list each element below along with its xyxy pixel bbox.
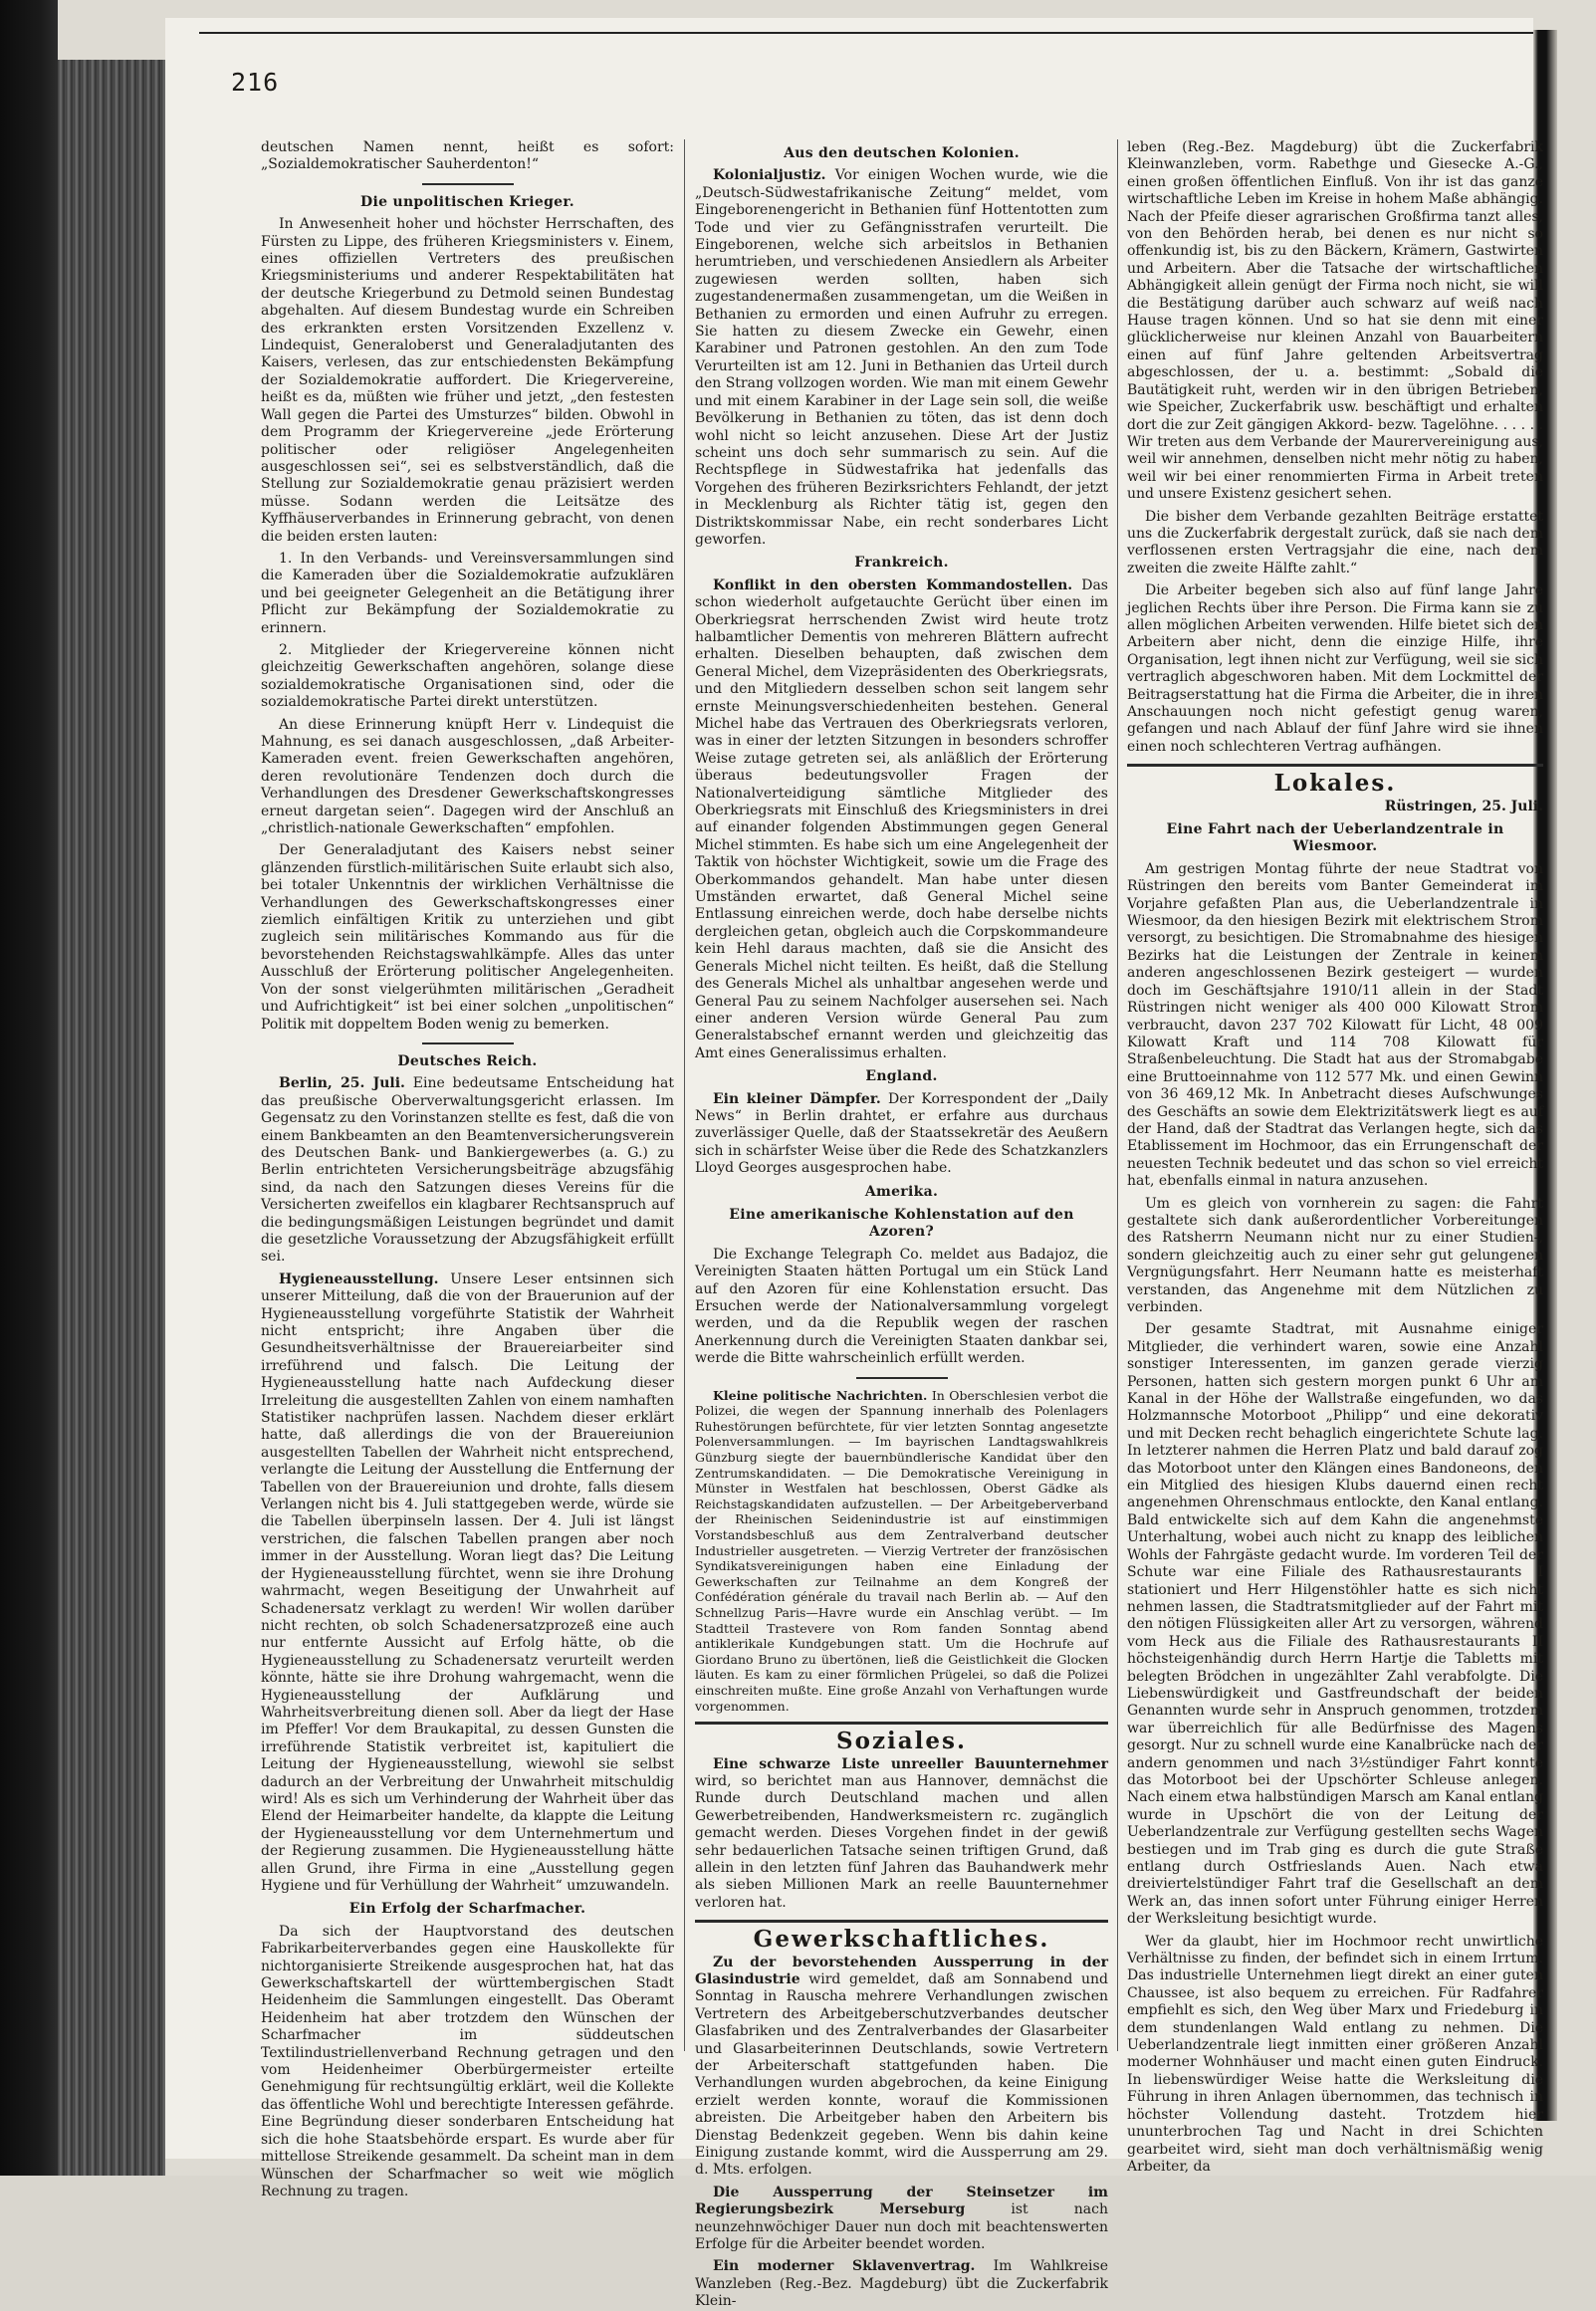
headline-frankreich: Frankreich. xyxy=(854,555,949,572)
paragraph: Ein kleiner Dämpfer. Der Korrespondent der „Daily News“ in Berlin drahtet, er erfahre aus durchaus zuverlässiger Quelle, daß der Staatssekretär des Aeußern sich in schärfster Weise über die Rede des Schatzkanzlers Lloyd Georges ausgesprochen habe. xyxy=(695,1090,1109,1177)
column-3 xyxy=(1127,139,1543,2175)
paragraph: Kolonialjustiz. Vor einigen Wochen wurde, wie die „Deutsch-Südwestafrikanische Zeitung“ meldet, vom Eingeborenengericht in Bethanien fünf Hottentotten zum Tode und vier zu Gefängnisstrafen verurteilt. Die Eingeborenen, welche sich arbeitslos in Bethanien herumtrieben, und verschiedenen Ansiedlern als Arbeiter zugewiesen werden sollten, haben sich zugestandenermaßen zusammengetan, um die Weißen in Bethanien zu ermorden und einen Aufruhr zu erregen. Sie hatten zu diesem Zwecke ein Gewehr, einen Karabiner und Patronen gestohlen. An den zum Tode Verurteilten ist am 12. Juni in Bethanien das Urteil durch den Strang vollzogen worden. Wie man mit einem Gewehr und mit einem Karabiner in der Lage sein soll, die weiße Bevölkerung in Bethanien zu töten, das ist denn doch wohl nicht so leicht anzusehen. Diese Art der Justiz scheint uns doch sehr summarisch zu sein. Auf die Rechtspflege in Südwestafrika hat jedenfalls das Vorgehen des früheren Bezirksrichters Fehlandt, der jetzt in Mecklenburg als Richter tätig ist, gegen den Distriktskommissar Nabe, ein recht sonderbares Licht geworfen. xyxy=(695,167,1109,548)
scan-border-left xyxy=(0,0,58,2176)
headline-kolonien: Aus den deutschen Kolonien. xyxy=(784,145,1020,161)
paragraph: 2. Mitglieder der Kriegervereine können nicht gleichzeitig Gewerkschaften angehören, solange diese sozialdemokratische Organisationen sind, oder die sozialdemokratische Partei direkt unterstützen. xyxy=(261,641,674,711)
paragraph: An diese Erinnerung knüpft Herr v. Lindequist die Mahnung, es sei danach ausgeschlossen, „daß Arbeiter-Kameraden event. freien Gewerkschaften angehören, deren revolutionäre Tendenzen doch durch die Verhandlungen des Dresdener Gewerkschaftskongresses erneut dargetan seien“. Dagegen wird der Anschluß an „christlich-nationale Gewerkschaften“ empfohlen. xyxy=(261,716,674,837)
headline-fahrt-wiesmoor: Eine Fahrt nach der Ueberlandzentrale in Wiesmoor. xyxy=(1166,821,1504,855)
paragraph: Konflikt in den obersten Kommandostellen. Das schon wiederholt aufgetauchte Gerücht über einen im Oberkriegsrat herrschenden Zwist wird heute trotz halbamtlicher Dementis von mehreren Blättern aufrecht erhalten. Dieselben behaupten, daß zwischen dem General Michel, dem Vizepräsidenten des Oberkriegsrats, und den Mitgliedern desselben schon seit langem sehr ernste Meinungsverschiedenheiten bestehen. General Michel habe das Vertrauen des Oberkriegsrats verloren, was in einer der letzten Sitzungen in besonders schroffer Weise zutage getreten sei, als anläßlich der Erörterung überaus bedeutungsvoller Fragen der Nationalverteidigung sämtliche Mitglieder des Oberkriegsrats mit Einschluß des Kriegsministers in drei auf einander folgenden Abstimmungen gegen General Michel stimmten. Es habe sich um eine Angelegenheit der Taktik von höchster Wichtigkeit, sowie um die Frage des Oberkommandos gehandelt. Man habe unter diesen Umständen erwartet, daß General Michel seine Entlassung einreichen werde, doch habe derselbe nichts dergleichen getan, obgleich auch die Corpskommandeure kein Hehl daraus machten, daß sie die Ansicht des Generals Michel nicht teilten. Es heißt, daß die Stellung des Generals Michel als unhaltbar angesehen werde und General Pau zu seinem Nachfolger ausersehen sei. Nach einer anderen Version würde General Pau zum Generalstabschef ernannt werden und gleichzeitig das Amt eines Generalissimus erhalten. xyxy=(695,577,1108,1061)
lead-in: Die Aussperrung der Steinsetzer im Regierungsbezirk Merseburg xyxy=(695,2184,1108,2218)
separator xyxy=(695,1722,1108,1725)
page-stack-edges xyxy=(58,60,165,2176)
lead-in: Berlin, 25. Juli. xyxy=(279,1075,405,1092)
paragraph: Eine schwarze Liste unreeller Bauunternehmer wird, so berichtet man aus Hannover, demnächst die Runde durch Deutschland machen und allen Gewerbetreibenden, Handwerksmeistern rc. zugänglich gemacht werden. Dieses Vorgehen findet in der gewiß sehr bedauerlichen Tatsache seinen triftigen Grund, daß allein in den letzten fünf Jahren das Bauhandwerk mehr als sieben Millionen Mark an reelle Bauunternehmer verloren hat. xyxy=(695,1755,1108,1911)
paragraph: 1. In den Verbands- und Vereinsversammlungen sind die Kameraden über die Sozialdemokratie aufzuklären und bei geeigneter Gelegenheit an die Betätigung ihrer Pflicht zur Bekämpfung der Sozialdemokratie zu erinnern. xyxy=(261,550,674,636)
top-rule xyxy=(199,32,1533,34)
separator xyxy=(856,1377,948,1379)
section-soziales: Soziales. xyxy=(836,1728,967,1755)
headline-deutsches-reich: Deutsches Reich. xyxy=(397,1052,538,1069)
headline-krieger: Die unpolitischen Krieger. xyxy=(360,193,574,210)
paragraph: Kleine politische Nachrichten. In Oberschlesien verbot die Polizei, die wegen der Spannung innerhalb des Polenlagers Ruhestörungen befürchtete, für vier letzten Sonntag angesetzte Polenversammlungen. — Im bayrischen Landtagswahlkreis Günzburg siegte der bauernbündlerische Kandidat über den Zentrumskandidaten. — Die Demokratische Vereinigung in Münster in Westfalen hat beschlossen, Oberst Gädke als Reichstagskandidaten aufzustellen. — Der Arbeitgeberverband der Rheinischen Seidenindustrie ist auf einstimmigen Vorstandsbeschluß aus dem Zentralverband deutscher Industrieller ausgetreten. — Vierzig Vertreter der französischen Syndikatsvereinigungen haben eine Einladung der Gewerkschaften zur Teilnahme an dem Kongreß der Confédération générale du travail nach Berlin ab. — Auf den Schnellzug Paris—Havre wurde ein Anschlag verübt. — Im Stadtteil Trastevere von Rom fanden Sonntag abend antiklerikale Kundgebungen statt. Um die Hochrufe auf Giordano Bruno zu übertönen, ließ die Geistlichkeit die Glocken läuten. Es kam zu einer förmlichen Prügelei, so daß die Polizei einschreiten mußte. Eine große Anzahl von Verhaftungen wurde vorgenommen. xyxy=(695,1387,1108,1714)
column-2 xyxy=(695,139,1109,2310)
separator xyxy=(1127,764,1543,767)
lead-in: Ein moderner Sklavenvertrag. xyxy=(713,2258,976,2275)
separator xyxy=(695,1920,1108,1923)
lead-in: Kolonialjustiz. xyxy=(713,167,826,184)
paragraph: deutschen Namen nennt, heißt es sofort: „Sozialdemokratischer Sauherdenton!“ xyxy=(261,139,674,173)
paragraph: Der gesamte Stadtrat, mit Ausnahme einiger Mitglieder, die verhindert waren, sowie eine Anzahl sonstiger Interessenten, im ganzen gerade vierzig Personen, hatten sich gestern morgen punkt 6 Uhr am Kanal in der Höhe der Wallstraße eingefunden, wo das Holzmannsche Motorboot „Philipp“ und eine dekorativ und mit Decken recht behaglich eingerichtete Schute lag. In letzterer nahmen die Herren Platz und bald darauf zog das Motorboot unter den Klängen eines Bandoneons, den ein Mitglied des hiesigen Klubs dauernd einen recht angenehmen Ohrenschmaus entlockte, den Kanal entlang. Bald entwickelte sich auf dem Kahn die angenehmste Unterhaltung, wobei auch nicht zu knapp des leiblichen Wohls der Fahrgäste gedacht wurde. Im vorderen Teil der Schute war eine Filiale des Rathausrestaurants I stationiert und Herr Hilgenstöhler hatte es sich nicht nehmen lassen, die Stadtratsmitglieder auf der Fahrt mit den nötigen Flüssigkeiten aller Art zu versorgen, während vom Heck aus die Filiale des Rathausrestaurants II höchsteigenhändig durch Herrn Hartje die Tabletts mit belegten Brödchen in ungezählter Zahl verabfolgte. Die Liebenswürdigkeit und Gastfreundschaft der beiden Genannten wurde sehr in Anspruch genommen, trotzdem war überreichlich für alle Bedürfnisse des Magens gesorgt. Nur zu schnell wurde eine Kanalbrücke nach der andern genommen und nach 3½stündiger Fahrt konnte das Motorboot bei der Upschörter Schleuse anlegen. Nach einem etwa halbstündigen Marsch am Kanal entlang wurde in Upschört die von der Leitung der Ueberlandzentrale zur Verfügung gestellten sechs Wagen bestiegen und im Trab ging es durch die gute Straße entlang durch Ostfrieslands Auen. Nach etwa dreiviertelstündiger Fahrt traf die Gesellschaft an dem Werk an, das innen sofort unter Führung einiger Herren der Werksleitung besichtigt wurde. xyxy=(1127,1321,1543,1928)
lead-in: Eine schwarze Liste unreeller Bauunternehmer xyxy=(713,1755,1108,1772)
column-rule xyxy=(1117,139,1118,2051)
paragraph: In Anwesenheit hoher und höchster Herrschaften, des Fürsten zu Lippe, des früheren Kriegsministers v. Einem, eines offiziellen Vertreters des preußischen Kriegsministeriums und anderer Respektabilitäten hat der deutsche Kriegerbund zu Detmold seinen Bundestag abgehalten. Auf diesem Bundestag wurde ein Schreiben des erkrankten ersten Vorsitzenden Exzellenz v. Lindequist, Generaloberst und Generaladjutanten des Kaisers, verlesen, das zur entschiedensten Bekämpfung der Sozialdemokratie auffordert. Die Kriegervereine, heißt es da, müßten wie früher und jetzt, „den festesten Wall gegen die Partei des Umsturzes“ bilden. Obwohl in dem Programm der Kriegervereine „jede Erörterung politischer oder religiöser Angelegenheiten ausgeschlossen sei“, sei es selbstverständlich, daß die Stellung zur Sozialdemokratie genau präzisiert werden müsse. Sodann werden die Leitsätze des Kyffhäuserverbandes in Erinnerung gebracht, von denen die beiden ersten lauten: xyxy=(261,216,674,545)
headline-erfolg: Ein Erfolg der Scharfmacher. xyxy=(348,1901,586,1918)
lead-in: Konflikt in den obersten Kommandostellen. xyxy=(713,577,1073,593)
column-1 xyxy=(261,139,674,2199)
separator xyxy=(422,183,514,185)
paragraph: Die Aussperrung der Steinsetzer im Regierungsbezirk Merseburg ist nach neunzehnwöchiger Dauer nun doch mit beachtenswerten Erfolge für die Arbeiter beendet worden. xyxy=(695,2184,1109,2253)
lead-in: Ein kleiner Dämpfer. xyxy=(713,1090,881,1107)
paragraph: Ein moderner Sklavenvertrag. Im Wahlkreise Wanzleben (Reg.-Bez. Magdeburg) übt die Zuckerfabrik Klein- xyxy=(695,2258,1108,2310)
paragraph: Am gestrigen Montag führte der neue Stadtrat von Rüstringen den bereits vom Banter Gemeinderat im Vorjahre gefaßten Plan aus, die Ueberlandzentrale in Wiesmoor, da den hiesigen Bezirk mit elektrischem Strom versorgt, zu besichtigen. Die Stromabnahme des hiesigen Bezirks hat die Leistungen der Zentrale in keinem anderen angeschlossenen Bezirk gesteigert — wurden doch im Geschäftsjahre 1910/11 allein in der Stadt Rüstringen nicht weniger als 400 000 Kilowatt Strom verbraucht, davon 237 702 Kilowatt für Licht, 48 009 Kilowatt Kraft und 114 708 Kilowatt für Straßenbeleuchtung. Die Stadt hat aus der Stromabgabe eine Bruttoeinnahme von 112 577 Mk. und einen Gewinn von 36 469,12 Mk. In Anbetracht dieses Aufschwunges des Geschäfts an sowie dem Elektrizitätswerk liegt es auf der Hand, daß der Stadtrat das Verlangen hegte, sich das Etablissement im Hochmoor, das ein Errungenschaft der neuesten Technik bedeutet und das schon so viel erreicht hat, ebenfalls einmal in natura anzusehen. xyxy=(1127,860,1543,1190)
dateline: Rüstringen, 25. Juli. xyxy=(1384,798,1543,814)
separator xyxy=(422,1042,514,1044)
paragraph: Da sich der Hauptvorstand des deutschen Fabrikarbeiterverbandes gegen eine Hauskollekte für nichtorganisierte Streikende ausgesprochen hat, hat das Gewerkschaftskartell der württembergischen Stadt Heidenheim die Sammlungen eingestellt. Das Oberamt Heidenheim hat aber trotzdem den Wünschen der Scharfmacher im süddeutschen Textilindustriellenverband Rechnung getragen und den vom Heidenheimer Oberbürgermeister erteilte Genehmigung für rechtsungültig erklärt, weil die Kollekte das öffentliche Wohl und berechtigte Interessen gefährde. Eine Begründung dieser sonderbaren Entscheidung hat sich die hohe Staatsbehörde erspart. Es wurde aber für mittellose Streikende gesammelt. Da scheint man in dem Wünschen der Scharfmacher so weit wie möglich Rechnung zu tragen. xyxy=(261,1923,674,2199)
lead-in: Zu der bevorstehenden Aussperrung in der Glasindustrie xyxy=(695,1954,1108,1987)
subheadline-azoren: Eine amerikanische Kohlenstation auf den Azoren? xyxy=(729,1206,1074,1241)
lead-in: Kleine politische Nachrichten. xyxy=(713,1387,928,1403)
paragraph: Zu der bevorstehenden Aussperrung in der Glasindustrie wird gemeldet, daß am Sonnabend und Sonntag in Rauscha mehrere Verhandlungen zwischen Vertretern des Arbeitgeberschutzverbandes deutscher Glasfabriken und des Zentralverbandes der Glasarbeiter und Glasarbeiterinnen Deutschlands, sowie Vertretern der Arbeiterschaft stattgefunden haben. Die Verhandlungen wurden abgebrochen, da keine Einigung erzielt werden konnte, worauf die Kommissionen abreisten. Die Arbeitgeber haben den Arbeitern bis Dienstag Bedenkzeit gegeben. Wenn bis dahin keine Einigung zustande kommt, wird die Aussperrung am 29. d. Mts. erfolgen. xyxy=(695,1954,1108,2179)
headline-england: England. xyxy=(865,1068,938,1085)
paragraph: Der Generaladjutant des Kaisers nebst seiner glänzenden fürstlich-militärischen Suite erlaubt sich also, bei totaler Unkenntnis der wirklichen Verhältnisse die Verhandlungen des Gewerkschaftskongresses einer ziemlich einfältigen Kritik zu unterziehen und gibt zugleich sein militärisches Kommando aus für die bevorstehenden Reichstagswahlkämpfe. Alles das unter Ausschluß der Erörterung politischer Angelegenheiten. Von der sonst vielgerühmten militärischen „Geradheit und Aufrichtigkeit“ ist bei einer solchen „unpolitischen“ Politik mit doppeltem Boden wenig zu bemerken. xyxy=(261,842,674,1033)
section-lokales: Lokales. xyxy=(1273,770,1397,798)
paragraph: Wer da glaubt, hier im Hochmoor recht unwirtliche Verhältnisse zu finden, der befindet sich in einem Irrtum. Das industrielle Unternehmen liegt direkt an einer guten Chaussee, ist also bequem zu erreichen. Für Radfahrer empfiehlt es sich, den Weg über Marx und Friedeburg in dem stundenlangen Wald entlang zu nehmen. Die Ueberlandzentrale liegt inmitten einer größeren Anzahl moderner Wohnhäuser und macht einen guten Eindruck. In liebenswürdiger Weise hatte die Werksleitung die Führung in ihren Anlagen übernommen, das technisch in höchster Vollendung dasteht. Trotzdem hier ununterbrochen Tag und Nacht in drei Schichten gearbeitet wird, sieht man doch verhältnismäßig wenig Arbeiter, da xyxy=(1127,1933,1543,2175)
headline-amerika: Amerika. xyxy=(864,1183,939,1200)
section-gewerkschaftliches: Gewerkschaftliches. xyxy=(753,1926,1050,1954)
paragraph: Um es gleich von vornherein zu sagen: die Fahrt gestaltete sich dank außerordentlicher Vorbereitungen des Ratsherrn Neumann nicht nur zu einer Studien-, sondern gleichzeitig auch zu einer sehr gut gelungenen Vergnügungsfahrt. Herr Neumann hatte es meisterhaft verstanden, das Angenehme mit dem Nützlichen zu verbinden. xyxy=(1127,1195,1543,1315)
paragraph: leben (Reg.-Bez. Magdeburg) übt die Zuckerfabrik Kleinwanzleben, vorm. Rabethge und Giesecke A.-G., einen großen öffentlichen Einfluß. Von ihr ist das ganze wirtschaftliche Leben im Kreise in hohem Maße abhängig. Nach der Pfeife dieser agrarischen Großfirma tanzt alles, von den Behörden herab, bei denen es nur nicht so offenkundig ist, bis zu den Bäckern, Krämern, Gastwirten und Arbeitern. Aber die Tatsache der wirtschaftlichen Abhängigkeit allein genügt der Firma noch nicht, sie will die Bestätigung darüber auch schwarz auf weiß nach Hause tragen können. Und so hat sie denn mit einer glücklicherweise nur kleinen Anzahl von Bauarbeitern einen auf fünf Jahre geltenden Arbeitsvertrag abgeschlossen, der u. a. bestimmt: „Sobald die Bautätigkeit ruht, werden wir in den übrigen Betrieben, wie Speicher, Zuckerfabrik usw. beschäftigt und erhalten dort die zur Zeit gängigen Akkord- bezw. Tagelöhne. . . . . . Wir treten aus dem Verbande der Maurervereinigung aus, weil wir annehmen, denselben nicht mehr nötig zu haben, weil wir bei einer renommierten Firma in Arbeit treten und unsere Existenz gesichert sehen. xyxy=(1127,139,1543,503)
column-rule xyxy=(684,139,685,2051)
page-number: 216 xyxy=(231,68,280,97)
paragraph: Hygieneausstellung. Unsere Leser entsinnen sich unserer Mitteilung, daß die von der Brauerunion auf der Hygieneausstellung vorgeführte Statistik der Wahrheit nicht entspricht; ihre Angaben über die Gesundheitsverhältnisse der Brauereiarbeiter sind irreführend und falsch. Die Leitung der Hygieneausstellung hatte nach Aufdeckung dieser Irreleitung die ausgestellten Zahlen von einem namhaften Statistiker nachprüfen lassen. Nachdem dieser erklärt hatte, daß allerdings die von der Brauereiunion ausgestellten Tabellen der Wahrheit nicht entsprechend, verlangte die Leitung der Ausstellung die Entfernung der Tabellen von der Brauereiunion und drohte, falls diesem Verlangen nicht bis 4. Juli stattgegeben werde, würde sie die Tabellen überpinseln lassen. Der 4. Juli ist längst verstrichen, die falschen Tabellen prangen aber noch immer in der Ausstellung. Woran liegt das? Die Leitung der Hygieneausstellung fürchtet, wenn sie ihre Drohung wahrmacht, wegen Beseitigung der Unwahrheit auf Schadenersatz verklagt zu werden! Wir wollen darüber nicht rechten, ob solch Schadenersatzprozeß eine auch nur entfernte Aussicht auf Erfolg hätte, ob die Hygieneausstellung zu Schadenersatz verurteilt werden könnte, hätte sie ihre Drohung wahrgemacht, wenn die Hygieneausstellung der Aufklärung und Wahrheitsverbreitung dienen soll. Aber da liegt der Hase im Pfeffer! Vor dem Braukapital, zu dessen Gunsten die irreführende Statistik verbreitet ist, kapituliert die Leitung der Hygieneausstellung, wiewohl sie selbst dadurch an der Verbreitung der Unwahrheit mitschuldig wird! Als es sich um Verhinderung der Wahrheit über das Elend der Heimarbeiter handelte, da klappte die Leitung der Hygieneausstellung vor dem Unternehmertum und der Regierung zusammen. Die Hygieneausstellung hätte allen Grund, ihre Firma in eine „Ausstellung gegen Hygiene und für Verhüllung der Wahrheit“ umzuwandeln. xyxy=(261,1271,674,1894)
paragraph: Die bisher dem Verbande gezahlten Beiträge erstattet uns die Zuckerfabrik dergestalt zurück, daß sie nach dem verflossenen ersten Vertragsjahr die eine, nach dem zweiten die zweite Hälfte zahlt.“ xyxy=(1127,508,1543,577)
paragraph: Die Exchange Telegraph Co. meldet aus Badajoz, die Vereinigten Staaten hätten Portugal um ein Stück Land auf den Azoren für eine Kohlenstation ersucht. Das Ersuchen werde der Nationalversammlung vorgelegt werden, und da die Republik wegen der raschen Anerkennung durch die Vereinigten Staaten dankbar sei, werde die Bitte wahrscheinlich erfüllt werden. xyxy=(695,1246,1108,1367)
lead-in: Hygieneausstellung. xyxy=(279,1271,439,1287)
paragraph: Die Arbeiter begeben sich also auf fünf lange Jahre jeglichen Rechts über ihre Person. Die Firma kann sie zu allen möglichen Arbeiten verwenden. Hilfe bietet sich den Arbeitern aber nicht, denn die einzige Hilfe, ihre Organisation, legt ihnen nicht zur Verfügung, weil sie sich vertraglich abgeschworen haben. Mit dem Lockmittel der Beitragserstattung hat die Firma die Arbeiter, die in ihren Anschauungen noch nicht gefestigt genug waren, gefangen und nach Ablauf der fünf Jahre wird sie ihnen einen noch schlechteren Vertrag aufhängen. xyxy=(1127,582,1543,755)
paragraph: Berlin, 25. Juli. Eine bedeutsame Entscheidung hat das preußische Oberverwaltungsgericht erlassen. Im Gegensatz zu den Vorinstanzen stellte es fest, daß die von einem Bankbeamten an den Beamtenversicherungsverein des Deutschen Bank- und Bankiergewerbes (a. G.) zu Berlin entrichteten Versicherungsbeiträge abzugsfähig sind, da nach den Satzungen dieses Vereins für die Versicherten zweifellos ein klagbarer Rechtsanspruch auf die bedingungsmäßigen Leistungen begründet und damit die gesetzliche Voraussetzung der Abzugsfähigkeit erfüllt sei. xyxy=(261,1075,674,1266)
